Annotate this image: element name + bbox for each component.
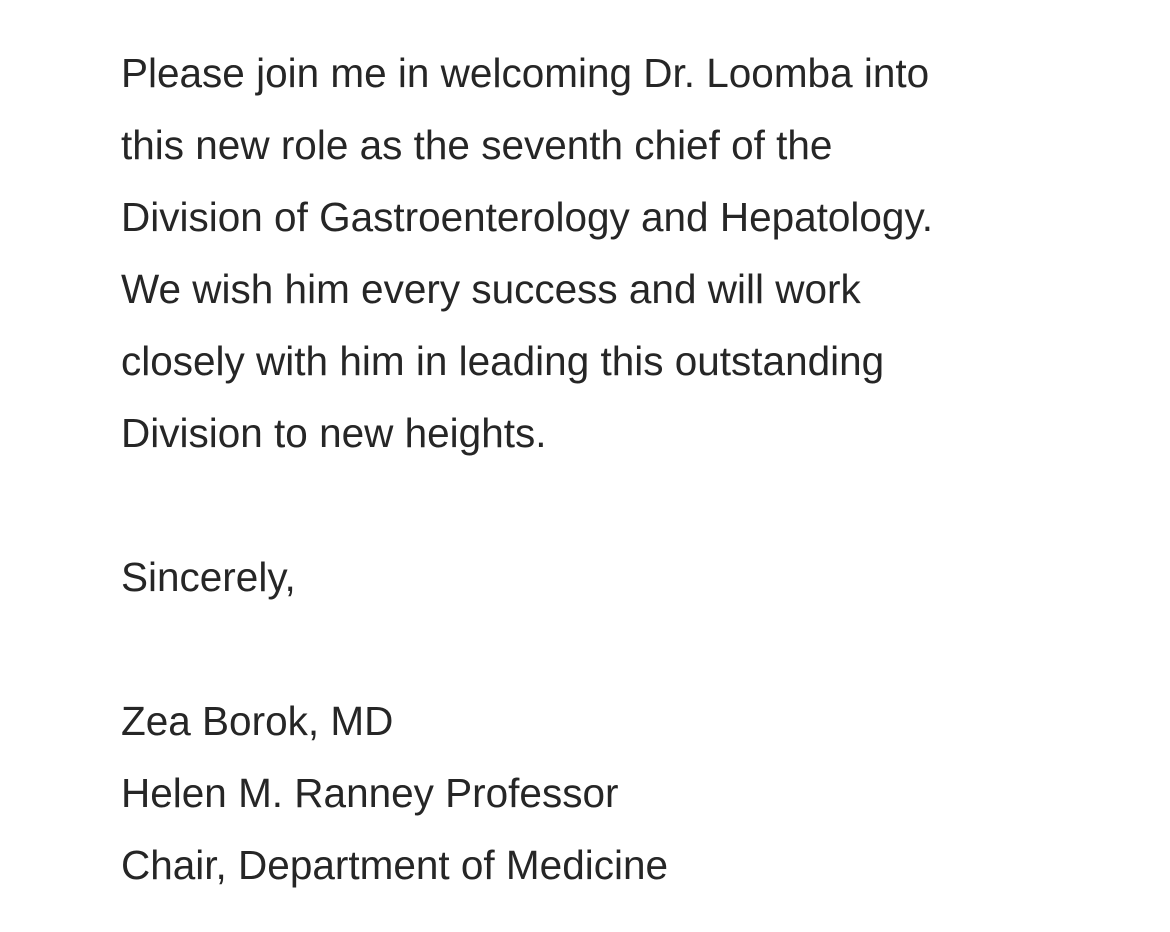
paragraph-line: We wish him every success and will work [121, 266, 861, 312]
signature-block [121, 685, 1121, 901]
closing-spacer [121, 613, 1121, 685]
signer-name: Zea Borok, MD [121, 698, 394, 744]
paragraph-spacer [121, 469, 1121, 541]
signer-position: Chair, Department of Medicine [121, 842, 669, 888]
paragraph-line: closely with him in leading this outstanding [121, 338, 885, 384]
paragraph-line: this new role as the seventh chief of the [121, 122, 833, 168]
closing-salutation: Sincerely, [121, 554, 296, 600]
paragraph-line: Please join me in welcoming Dr. Loomba into [121, 50, 930, 96]
paragraph-line: Division of Gastroenterology and Hepatology. [121, 194, 933, 240]
signer-title: Helen M. Ranney Professor [121, 770, 619, 816]
paragraph-line: Division to new heights. [121, 410, 547, 456]
welcome-paragraph [121, 37, 1121, 469]
letter-body [121, 37, 1121, 901]
